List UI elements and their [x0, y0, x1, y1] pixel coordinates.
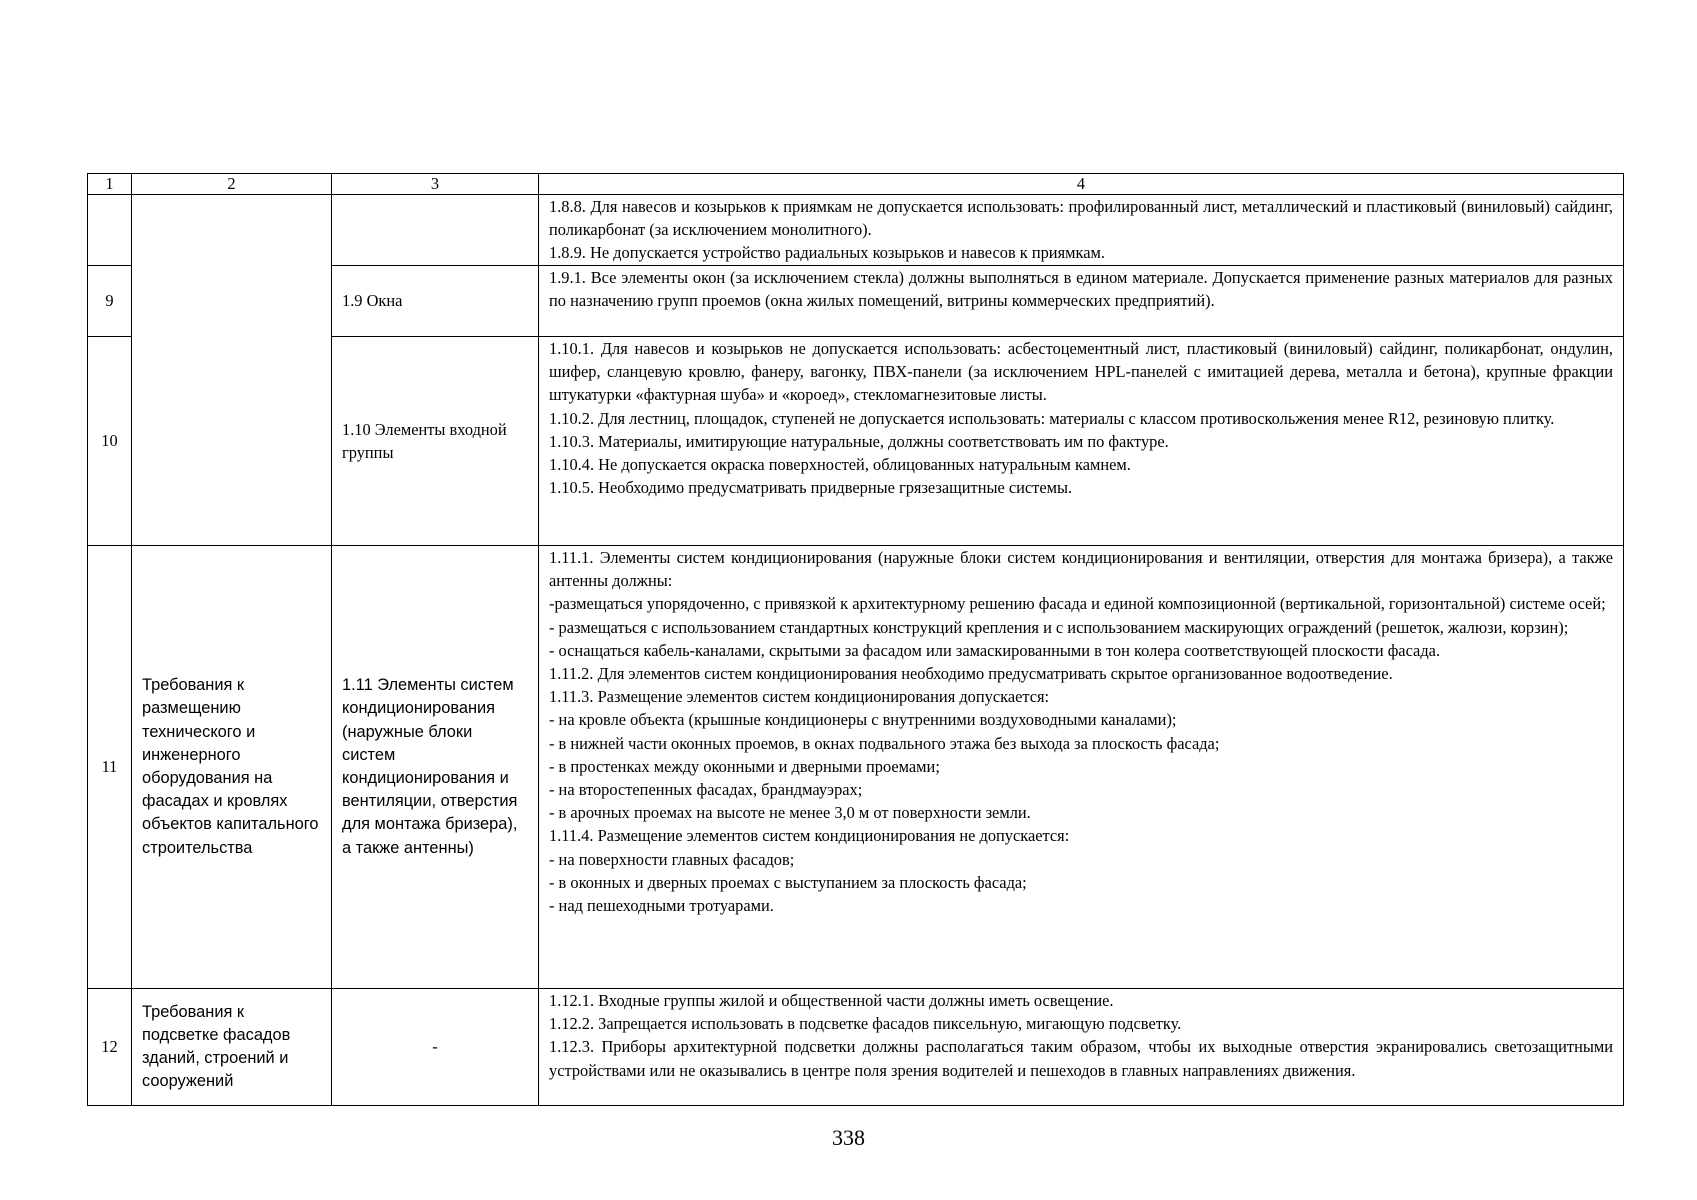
- requirement-item: 1.10.4. Не допускается окраска поверхностей, облицованных натуральным камнем.: [549, 455, 1131, 475]
- element-cell: 1.9 Окна: [332, 266, 539, 337]
- requirement-item: - на второстепенных фасадах, брандмауэрах;: [549, 780, 863, 800]
- element-cell: 1.11 Элементы систем кондиционирования (наружные блоки систем кондиционирования и вентиляции, отверстия для монтажа бризера), а также антенны): [332, 546, 539, 989]
- group-cell-empty: [132, 195, 332, 546]
- requirement-item: 1.11.3. Размещение элементов систем кондиционирования допускается:: [549, 687, 1050, 707]
- requirements-cell: [539, 337, 1624, 546]
- requirement-item: 1.10.3. Материалы, имитирующие натуральные, должны соответствовать им по фактуре.: [549, 431, 1169, 451]
- requirement-item: 1.10.1. Для навесов и козырьков не допускается использовать: асбестоцементный лист, пластиковый (виниловый) сайдинг, поликарбонат, ондулин, шифер, сланцевую кровлю, фанеру, вагонку, ПВХ-панели (за исключением HPL-панелей с имитацией дерева, металла и бетона), крупные фракции штукатурки «фактурная шуба» и «короед», стекломагнезитовые листы.: [549, 339, 1613, 405]
- row-number: 12: [88, 989, 132, 1106]
- requirement-item: - на поверхности главных фасадов;: [549, 849, 795, 869]
- table-row: [88, 989, 1624, 1106]
- requirement-item: - в нижней части оконных проемов, в окнах подвального этажа без выхода за плоскость фасада;: [549, 733, 1220, 753]
- table-row: [88, 546, 1624, 989]
- group-cell: Требования к подсветке фасадов зданий, строений и сооружений: [132, 989, 332, 1106]
- requirement-item: 1.10.2. Для лестниц, площадок, ступеней не допускается использовать: материалы с классом противоскольжения менее R12, резиновую плитку.: [549, 408, 1555, 428]
- requirement-item: - в простенках между оконными и дверными проемами;: [549, 756, 940, 776]
- requirement-item: - в арочных проемах на высоте не менее 3,0 м от поверхности земли.: [549, 803, 1031, 823]
- header-cell-2: 2: [132, 174, 332, 195]
- row-number: 10: [88, 337, 132, 546]
- requirement-item: 1.8.8. Для навесов и козырьков к приямкам не допускается использовать: профилированный лист, металлический и пластиковый (виниловый) сайдинг, поликарбонат (за исключением монолитного).: [549, 197, 1613, 240]
- requirement-item: 1.11.1. Элементы систем кондиционирования (наружные блоки систем кондиционирования и вентиляции, отверстия для монтажа бризера), а также антенны должны:: [549, 548, 1613, 591]
- requirement-item: 1.11.2. Для элементов систем кондиционирования необходимо предусматривать скрытое организованное водоотведение.: [549, 664, 1393, 684]
- requirement-item: - оснащаться кабель-каналами, скрытыми за фасадом или замаскированными в тон колера соответствующей плоскости фасада.: [549, 640, 1441, 660]
- requirements-cell: [539, 266, 1624, 337]
- table-header-row: [88, 174, 1624, 195]
- requirement-item: 1.8.9. Не допускается устройство радиальных козырьков и навесов к приямкам.: [549, 243, 1105, 263]
- element-cell: -: [332, 989, 539, 1106]
- requirement-item: - в оконных и дверных проемах с выступанием за плоскость фасада;: [549, 872, 1027, 892]
- requirement-item: - размещаться с использованием стандартных конструкций крепления и с использованием маскирующих ограждений (решеток, жалюзи, корзин);: [549, 617, 1569, 637]
- requirements-table: [87, 173, 1624, 1106]
- requirement-item: 1.12.3. Приборы архитектурной подсветки должны располагаться таким образом, чтобы их выходные отверстия экранировались светозащитными устройствами или не оказывались в центре поля зрения водителей и пешеходов в главных направлениях движения.: [549, 1037, 1613, 1080]
- requirement-item: 1.12.2. Запрещается использовать в подсветке фасадов пиксельную, мигающую подсветку.: [549, 1014, 1182, 1034]
- group-cell: Требования к размещению технического и инженерного оборудования на фасадах и кровлях объектов капитального строительства: [132, 546, 332, 989]
- header-cell-1: 1: [88, 174, 132, 195]
- header-cell-4: 4: [539, 174, 1624, 195]
- table-row: [88, 195, 1624, 266]
- requirement-item: 1.11.4. Размещение элементов систем кондиционирования не допускается:: [549, 826, 1070, 846]
- header-cell-3: 3: [332, 174, 539, 195]
- requirements-cell: [539, 546, 1624, 989]
- requirement-item: - над пешеходными тротуарами.: [549, 896, 774, 916]
- element-cell: 1.10 Элементы входной группы: [332, 337, 539, 546]
- requirement-item: -размещаться упорядоченно, с привязкой к архитектурному решению фасада и единой композиционной (вертикальной, горизонтальной) системе осей;: [549, 594, 1606, 614]
- requirements-cell: [539, 195, 1624, 266]
- element-cell: [332, 195, 539, 266]
- row-number: 11: [88, 546, 132, 989]
- page-number: 338: [832, 1125, 865, 1150]
- requirements-cell: [539, 989, 1624, 1106]
- row-number: [88, 195, 132, 266]
- requirement-item: 1.9.1. Все элементы окон (за исключением стекла) должны выполняться в едином материале. Допускается применение разных материалов для разных по назначению групп проемов (окна жилых помещений, витрины коммерческих предприятий).: [549, 268, 1613, 311]
- requirement-item: - на кровле объекта (крышные кондиционеры с внутренними воздуховодными каналами);: [549, 710, 1177, 730]
- requirement-item: 1.12.1. Входные группы жилой и общественной части должны иметь освещение.: [549, 991, 1114, 1010]
- row-number: 9: [88, 266, 132, 337]
- requirement-item: 1.10.5. Необходимо предусматривать придверные грязезащитные системы.: [549, 478, 1073, 498]
